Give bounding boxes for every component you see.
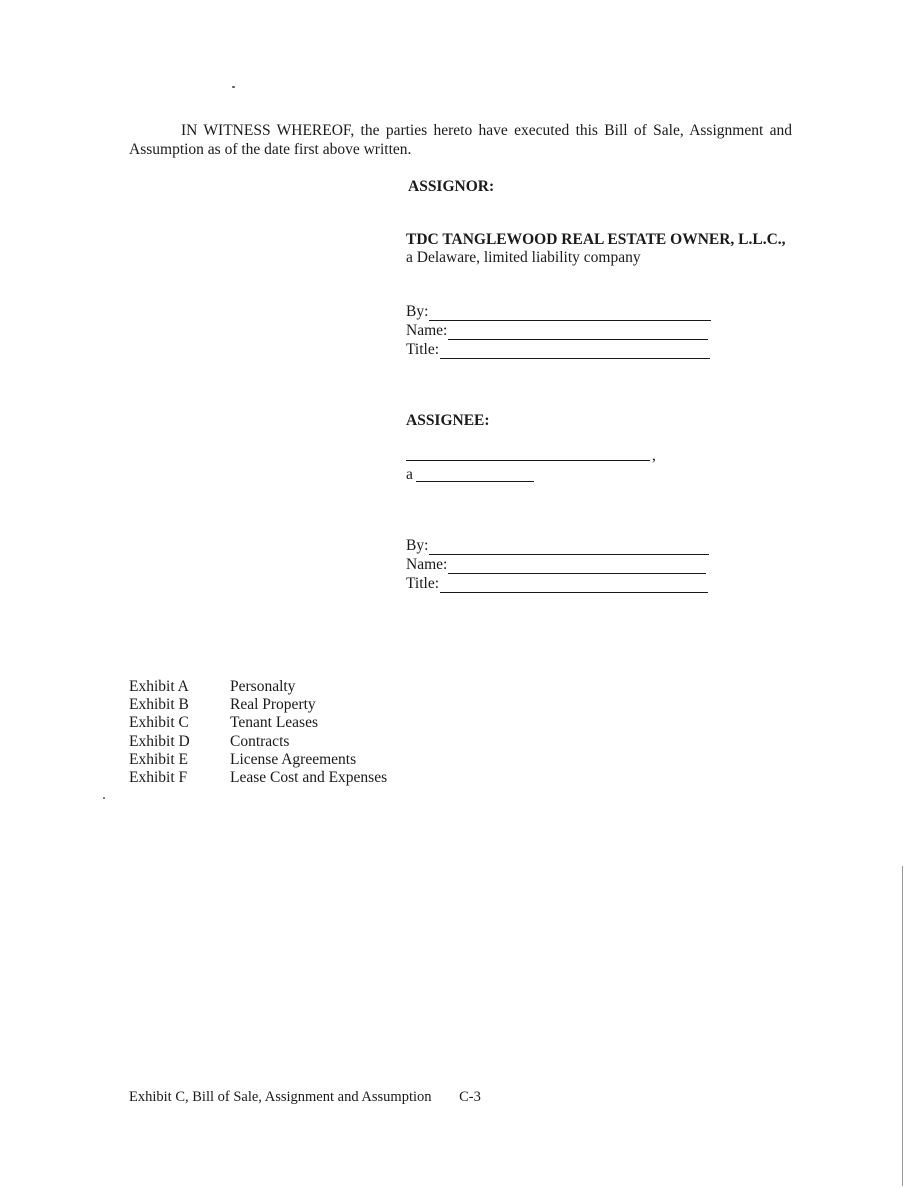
signature-line	[429, 540, 709, 555]
field-label: Title:	[406, 575, 440, 592]
exhibit-title: Personalty	[230, 678, 296, 695]
exhibit-label: Exhibit F	[129, 769, 188, 787]
assignee-by-field	[406, 536, 709, 555]
signature-line	[440, 344, 710, 359]
field-label: Name:	[406, 556, 448, 573]
signature-line	[440, 578, 708, 593]
signature-line	[448, 325, 708, 340]
page-footer	[129, 1089, 481, 1106]
exhibit-title: License Agreements	[230, 750, 357, 768]
exhibit-label: Exhibit B	[129, 696, 189, 714]
exhibit-row	[129, 733, 387, 751]
signature-line	[448, 559, 706, 574]
exhibit-label: Exhibit D	[129, 732, 190, 750]
field-label: Title:	[406, 341, 440, 358]
field-label: By:	[406, 537, 429, 554]
exhibit-list	[129, 678, 387, 787]
assignor-by-field	[406, 302, 711, 321]
signature-line	[429, 306, 711, 321]
assignee-title-field	[406, 574, 709, 593]
exhibit-title: Real Property	[230, 696, 316, 714]
field-label: Name:	[406, 322, 448, 339]
exhibit-row	[129, 751, 387, 769]
assignee-article: a	[406, 466, 413, 483]
assignee-heading: ASSIGNEE:	[406, 412, 490, 429]
exhibit-title: Contracts	[230, 732, 290, 750]
field-label: By:	[406, 303, 429, 320]
assignee-signature-block	[406, 536, 709, 593]
assignor-name-field	[406, 321, 711, 340]
assignee-name-field	[406, 555, 709, 574]
exhibit-row	[129, 696, 387, 714]
assignor-heading: ASSIGNOR:	[408, 178, 495, 195]
exhibit-label: Exhibit A	[129, 678, 189, 695]
footer-title: Exhibit C, Bill of Sale, Assignment and Assumption	[129, 1089, 432, 1105]
scan-speck	[232, 86, 235, 88]
exhibit-label: Exhibit E	[129, 750, 188, 768]
exhibit-label: Exhibit C	[129, 714, 189, 732]
exhibit-row	[129, 678, 387, 696]
exhibit-row	[129, 714, 387, 732]
assignor-company-name: TDC TANGLEWOOD REAL ESTATE OWNER, L.L.C.,	[406, 231, 786, 248]
assignee-entity-type-blank	[416, 481, 534, 482]
assignor-signature-block	[406, 302, 711, 359]
page-number: C-3	[459, 1089, 481, 1105]
scan-edge-line	[902, 866, 903, 1186]
exhibit-title: Lease Cost and Expenses	[230, 769, 388, 787]
witness-paragraph: IN WITNESS WHEREOF, the parties hereto have executed this Bill of Sale, Assignment and Assumption as of the date first above written.	[129, 122, 792, 158]
scan-speck	[103, 797, 105, 799]
assignee-name-comma: ,	[652, 447, 656, 464]
exhibit-title: Tenant Leases	[230, 714, 318, 732]
assignor-title-field	[406, 340, 711, 359]
exhibit-row	[129, 769, 387, 787]
assignor-company-description: a Delaware, limited liability company	[406, 249, 641, 266]
assignee-name-blank	[406, 460, 650, 461]
